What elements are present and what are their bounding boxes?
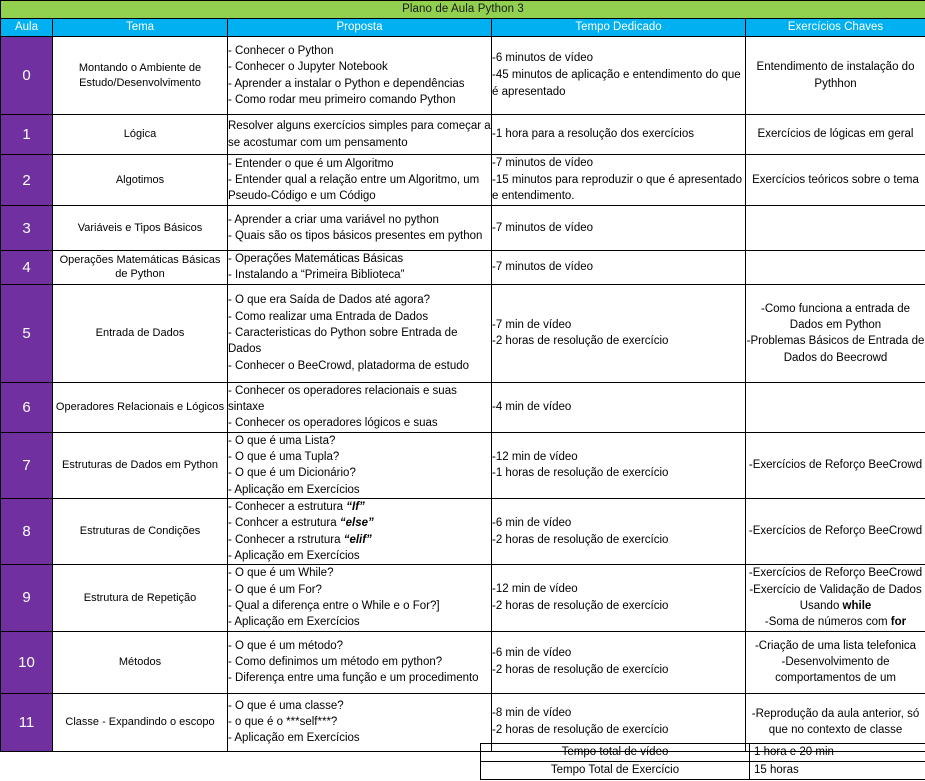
table-row[interactable] (1, 37, 925, 115)
cell-tempo-dedicado (492, 284, 746, 382)
cell-tempo-dedicado (492, 251, 746, 285)
cell-line: - Instalando a “Primeira Biblioteca” (228, 269, 405, 282)
table-row[interactable] (1, 115, 925, 155)
cell-line: -1 horas de resolução de exercício (492, 467, 669, 480)
cell-line: - O que é uma Lista? (228, 434, 336, 447)
cell-proposta (228, 115, 492, 155)
table-header-row (1, 19, 925, 37)
cell-line: -Desenvolvimento de comportamentos de um (775, 655, 896, 685)
cell-line: -Exercícios de Reforço BeeCrowd (748, 525, 923, 538)
cell-line: -45 minutos de aplicação e entendimento do que é apresentado (492, 69, 741, 98)
cell-line: - O que é uma classe? (228, 699, 344, 712)
cell-line: - O que era Saída de Dados até agora? (228, 294, 431, 307)
cell-line: - Conhcer a estrutura “else” (228, 517, 374, 530)
cell-line: -2 horas de resolução de exercício (492, 664, 669, 677)
cell-line: - Como definimos um método em python? (228, 655, 443, 668)
cell-line: - Aplicação em Exercícios (228, 616, 360, 629)
cell-line: - Como rodar meu primeiro comando Python (228, 93, 456, 106)
cell-line: -6 min de vídeo (492, 647, 572, 660)
table-title-row (1, 1, 925, 19)
cell-line: - O que é uma Tupla? (228, 451, 340, 463)
summary-table (480, 743, 925, 780)
cell-exercicios-chaves (746, 382, 925, 432)
cell-line: - Aplicação em Exercícios (228, 732, 360, 745)
cell-aula: 1 (1, 115, 53, 155)
cell-line: Resolver alguns exercícios simples para começar a se acostumar com um pensamento (228, 120, 491, 149)
cell-exercicios-chaves (746, 284, 925, 382)
cell-proposta (228, 693, 492, 751)
cell-line: -2 horas de resolução de exercício (492, 724, 669, 737)
cell-tema: Estruturas de Dados em Python (53, 432, 228, 498)
cell-line: - Conhecer a estrutura “If” (228, 500, 365, 513)
cell-tema: Algotimos (53, 155, 228, 206)
cell-line: -7 minutos de vídeo (492, 261, 594, 273)
cell-line: - Caracteristicas do Python sobre Entrada de Dados (228, 327, 458, 356)
cell-line: -7 min de vídeo (492, 318, 572, 331)
column-header-exercicios-chaves: Exercícios Chaves (746, 19, 925, 37)
cell-proposta (228, 631, 492, 693)
cell-line: Entendimento de instalação do Pythhon (756, 61, 915, 90)
table-row[interactable] (1, 631, 925, 693)
cell-line: -1 hora para a resolução dos exercícios (492, 128, 694, 141)
table-row[interactable] (1, 155, 925, 206)
summary-value: 15 horas (750, 762, 925, 780)
summary-label: Tempo total de vídeo (481, 744, 750, 762)
cell-tema: Operações Matemáticas Básicas de Python (53, 251, 228, 285)
cell-proposta (228, 37, 492, 115)
cell-proposta (228, 432, 492, 498)
cell-line: -8 min de vídeo (492, 707, 572, 720)
cell-proposta (228, 565, 492, 631)
table-row[interactable] (1, 206, 925, 251)
cell-line: -Como funciona a entrada de Dados em Python (761, 302, 910, 331)
page-title: Plano de Aula Python 3 (1, 1, 925, 19)
cell-aula: 3 (1, 206, 53, 251)
cell-line: - Entender qual a relação entre um Algoritmo, um Pseudo-Código e um Código (228, 173, 480, 203)
cell-line: -15 minutos para reproduzir o que é apresentado e entendimento. (492, 173, 742, 203)
cell-proposta (228, 206, 492, 251)
column-header-tempo-dedicado: Tempo Dedicado (492, 19, 746, 37)
cell-exercicios-chaves (746, 251, 925, 285)
cell-proposta (228, 155, 492, 206)
cell-proposta (228, 284, 492, 382)
column-header-aula: Aula (1, 19, 53, 37)
cell-tema: Variáveis e Tipos Básicos (53, 206, 228, 251)
cell-tema: Lógica (53, 115, 228, 155)
cell-aula: 8 (1, 498, 53, 564)
cell-line: - Conhecer o Jupyter Notebook (228, 61, 388, 74)
cell-tempo-dedicado (492, 115, 746, 155)
cell-line: - O que é um For? (228, 583, 322, 596)
cell-exercicios-chaves (746, 206, 925, 251)
cell-exercicios-chaves (746, 432, 925, 498)
cell-tema: Operadores Relacionais e Lógicos (53, 382, 228, 432)
cell-aula: 5 (1, 284, 53, 382)
summary-value: 1 hora e 20 min (750, 744, 925, 762)
cell-tema: Classe - Expandindo o escopo (53, 693, 228, 751)
table-row[interactable] (1, 565, 925, 631)
cell-line: -6 minutos de vídeo (492, 52, 594, 65)
cell-line: - O que é um método? (228, 639, 344, 652)
table-row[interactable] (1, 284, 925, 382)
cell-line: -12 min de vídeo (492, 450, 578, 463)
cell-line: -4 min de vídeo (492, 400, 572, 413)
cell-exercicios-chaves (746, 565, 925, 631)
cell-tema: Montando o Ambiente de Estudo/Desenvolvimento (53, 37, 228, 115)
cell-proposta (228, 382, 492, 432)
cell-line: - Qual a diferença entre o While e o For?] (228, 599, 440, 612)
cell-tema: Entrada de Dados (53, 284, 228, 382)
table-row[interactable] (1, 382, 925, 432)
cell-line: -Problemas Básicos de Entrada de Dados do Beecrowd (746, 335, 925, 364)
cell-line: - O que é um While? (228, 567, 334, 580)
cell-line: - Como realizar uma Entrada de Dados (228, 310, 429, 323)
cell-line: - Aprender a criar uma variável no python (228, 213, 439, 226)
cell-line: -Criação de uma lista telefonica (754, 639, 917, 652)
cell-line: Exercícios teóricos sobre o tema (752, 173, 919, 186)
column-header-proposta: Proposta (228, 19, 492, 37)
cell-line: - O que é um Dicionário? (228, 467, 356, 480)
cell-line: - Aplicação em Exercícios (228, 549, 360, 562)
cell-line: - Operações Matemáticas Básicas (228, 253, 404, 266)
cell-line: - o que é o ***self***? (228, 715, 338, 728)
cell-aula: 0 (1, 37, 53, 115)
cell-line: - Conhecer o BeeCrowd, platadorma de estudo (228, 359, 470, 372)
cell-line: -Exercícios de Reforço BeeCrowd (748, 459, 923, 472)
cell-line: - Conhecer os operadores relacionais e suas sintaxe (228, 384, 457, 413)
cell-aula: 6 (1, 382, 53, 432)
cell-exercicios-chaves (746, 37, 925, 115)
cell-line: - Conhecer os operadores lógicos e suas (228, 417, 438, 430)
summary-section (480, 743, 925, 780)
cell-tempo-dedicado (492, 631, 746, 693)
cell-line: -2 horas de resolução de exercício (492, 533, 669, 546)
cell-proposta (228, 498, 492, 564)
cell-aula: 7 (1, 432, 53, 498)
table-row[interactable] (1, 251, 925, 285)
cell-aula: 11 (1, 693, 53, 751)
cell-aula: 9 (1, 565, 53, 631)
cell-line: - Aprender a instalar o Python e dependências (228, 77, 465, 90)
cell-tempo-dedicado (492, 565, 746, 631)
cell-line: -7 minutos de vídeo (492, 157, 594, 169)
lesson-plan-body (1, 37, 925, 752)
cell-tempo-dedicado (492, 498, 746, 564)
cell-line: -2 horas de resolução de exercício (492, 599, 669, 612)
cell-exercicios-chaves (746, 115, 925, 155)
cell-exercicios-chaves (746, 155, 925, 206)
cell-line: - Conhecer o Python (228, 44, 334, 57)
cell-tempo-dedicado (492, 432, 746, 498)
cell-tempo-dedicado (492, 382, 746, 432)
summary-label: Tempo Total de Exercício (481, 762, 750, 780)
table-row[interactable] (1, 498, 925, 564)
cell-line: - Conhecer a rstrutura “elif” (228, 533, 372, 546)
cell-line: -Soma de números com for (764, 616, 907, 629)
column-header-tema: Tema (53, 19, 228, 37)
cell-line: -12 min de vídeo (492, 583, 578, 596)
cell-aula: 2 (1, 155, 53, 206)
cell-line: -Reprodução da aula anterior, só que no contexto de classe (751, 707, 920, 737)
summary-row (481, 762, 925, 780)
cell-tempo-dedicado (492, 155, 746, 206)
cell-tema: Métodos (53, 631, 228, 693)
cell-line: Exercícios de lógicas em geral (757, 128, 914, 141)
cell-proposta (228, 251, 492, 285)
cell-tempo-dedicado (492, 37, 746, 115)
cell-exercicios-chaves (746, 498, 925, 564)
cell-aula: 10 (1, 631, 53, 693)
cell-exercicios-chaves (746, 631, 925, 693)
cell-tema: Estrutura de Repetição (53, 565, 228, 631)
cell-tema: Estruturas de Condições (53, 498, 228, 564)
cell-line: - Quais são os tipos básicos presentes em python (228, 230, 483, 243)
cell-line: - Diferença entre uma função e um procedimento (228, 672, 479, 685)
cell-line: - Entender o que é um Algoritmo (228, 157, 394, 170)
cell-line: -6 min de vídeo (492, 516, 572, 529)
cell-line: -Exercício de Validação de Dados Usando while (749, 583, 922, 612)
cell-tempo-dedicado (492, 206, 746, 251)
cell-line: -2 horas de resolução de exercício (492, 335, 669, 348)
table-row[interactable] (1, 432, 925, 498)
cell-line: - Aplicação em Exercícios (228, 483, 360, 496)
summary-row (481, 744, 925, 762)
cell-line: -Exercícios de Reforço BeeCrowd (748, 567, 923, 580)
cell-aula: 4 (1, 251, 53, 285)
cell-line: -7 minutos de vídeo (492, 221, 594, 234)
